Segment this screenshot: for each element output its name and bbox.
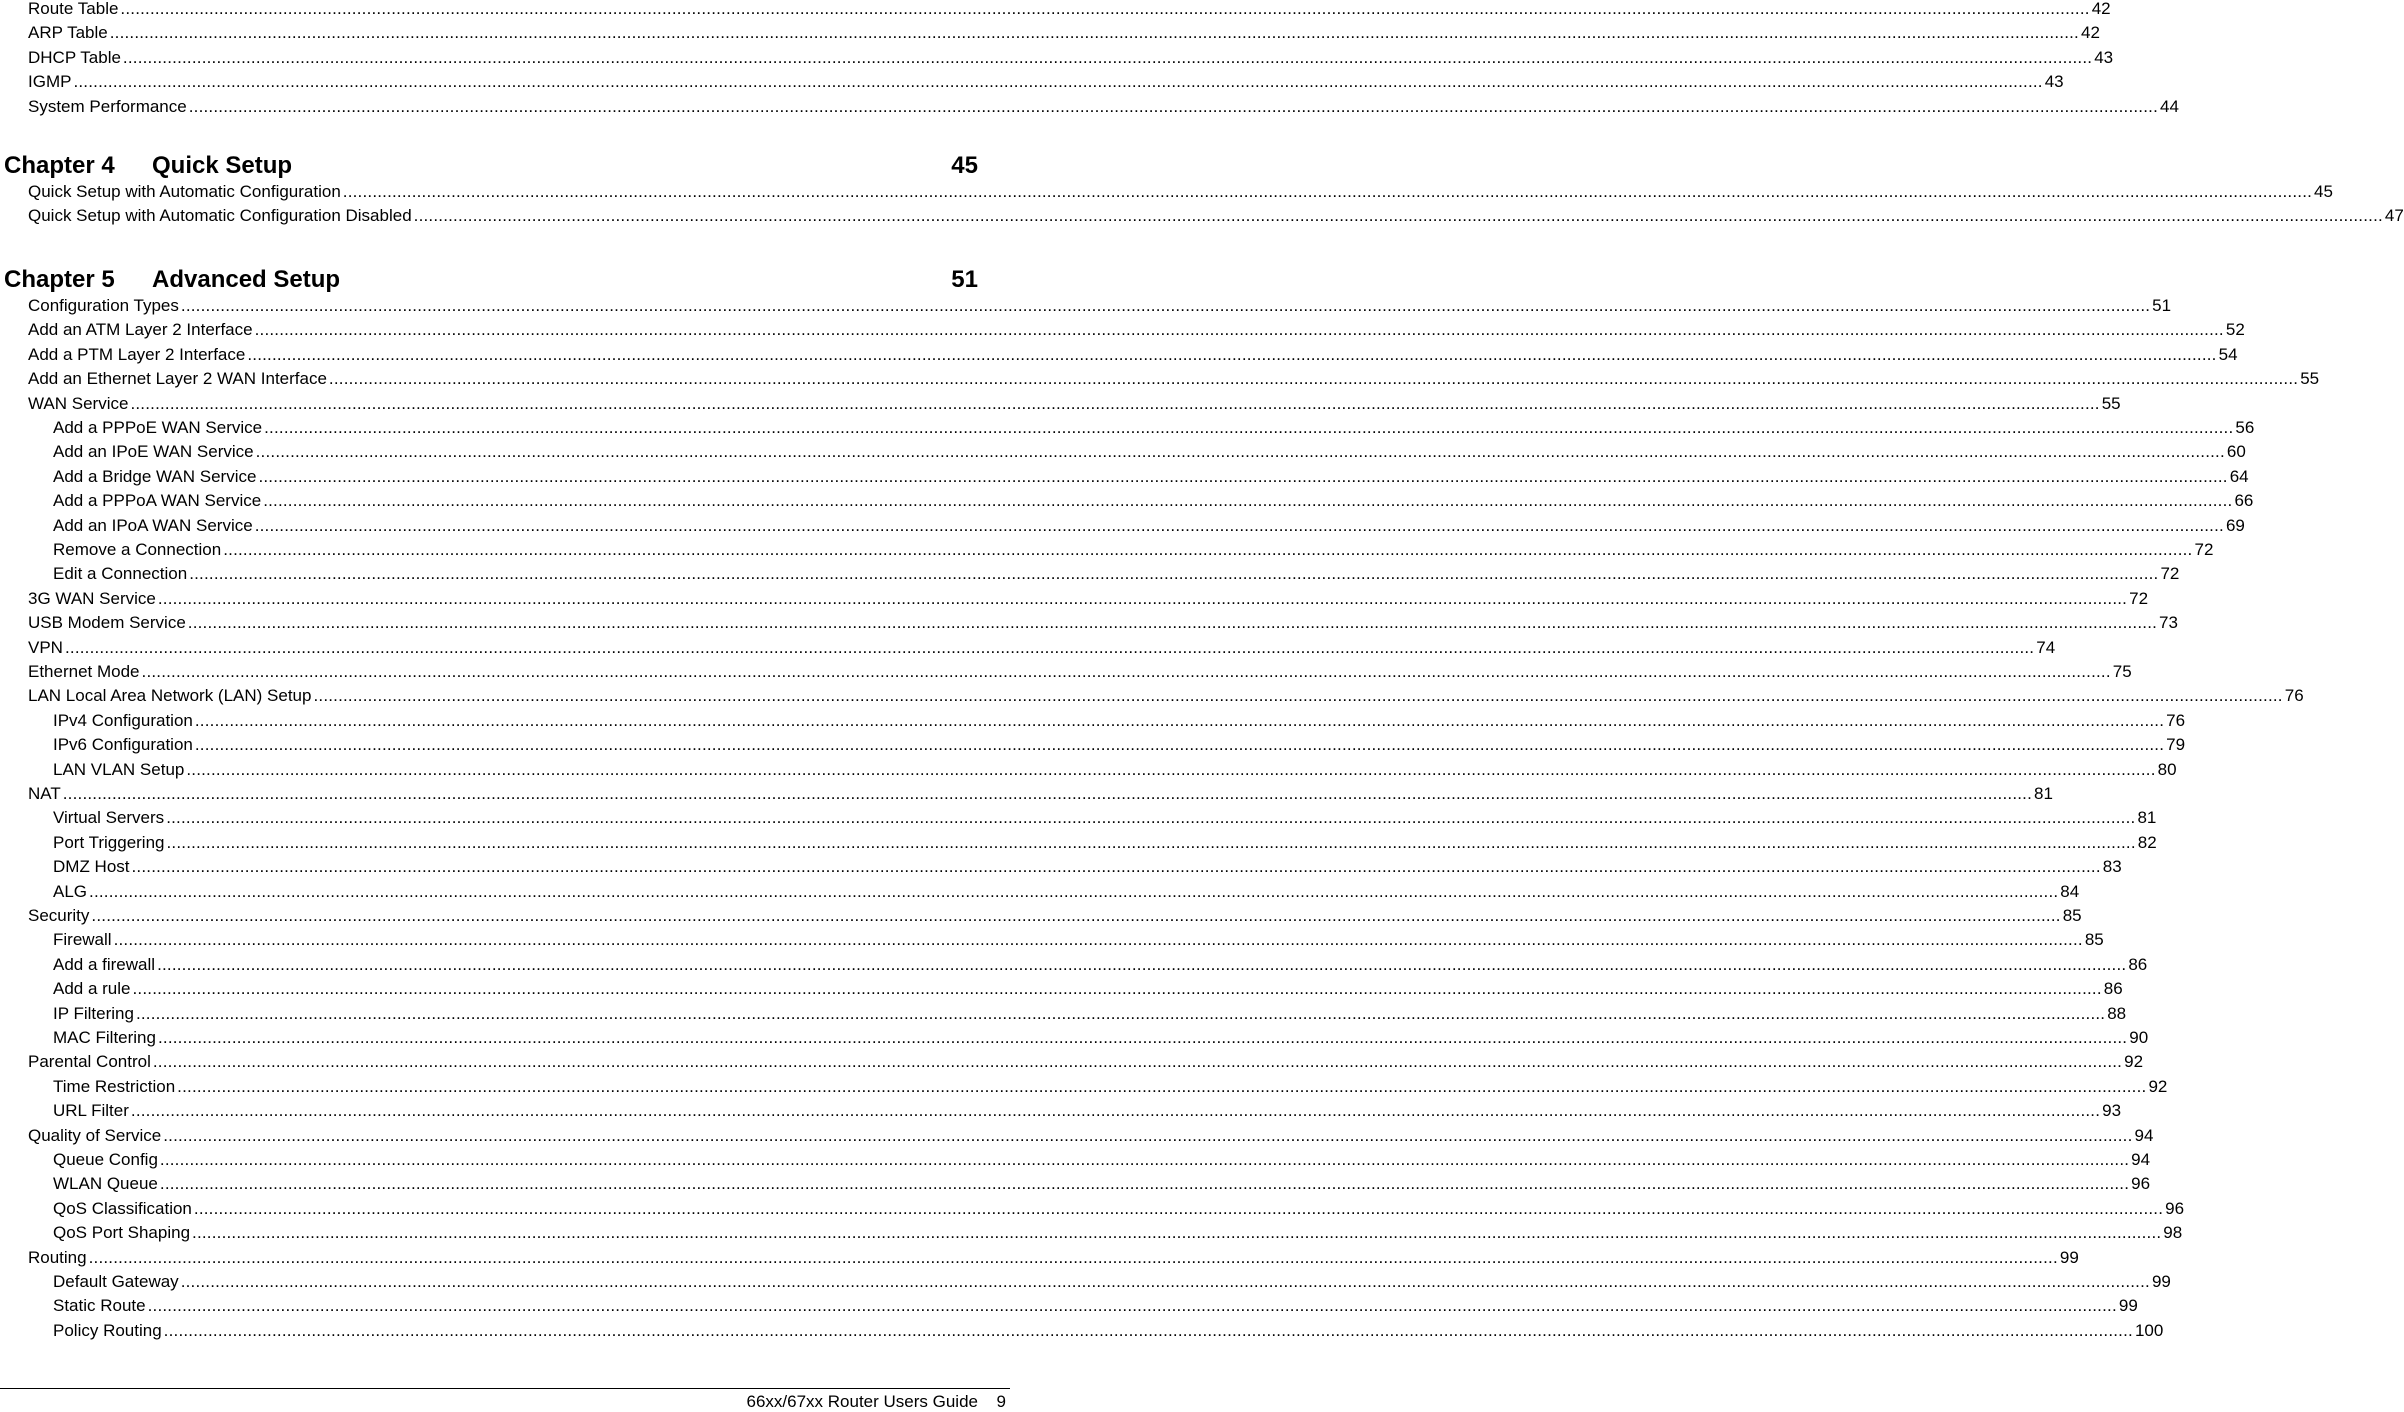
dot-leader: ................................................................................................................................................................................................................................................................................................................................................................................................................ [189,564,2159,583]
toc-entry-page: 69 [2225,516,2245,535]
toc-entry-page: 72 [2129,589,2149,608]
toc-entry[interactable] [28,1050,2144,1072]
toc-entry[interactable] [53,758,2177,780]
dot-leader: ................................................................................................................................................................................................................................................................................................................................................................................................................ [91,906,2061,925]
toc-entry[interactable] [28,636,2056,658]
toc-entry-title: Queue Config [53,1150,158,1169]
toc-entry-title: Security [28,906,90,925]
toc-entry-page: 94 [2134,1126,2154,1145]
toc-entry-page: 42 [2080,23,2100,43]
toc-entry-page: 100 [2134,1321,2164,1340]
toc-entry-page: 99 [2059,1248,2079,1267]
toc-entry-page: 47 [2384,206,2404,225]
toc-entry-page: 85 [2062,906,2082,925]
toc-entry-page: 98 [2163,1223,2183,1242]
toc-entry-title: IPv4 Configuration [53,711,193,730]
toc-entry[interactable] [28,0,2111,19]
toc-entry[interactable] [28,1246,2079,1268]
toc-entry-title: Quick Setup with Automatic Configuration [28,182,341,201]
toc-entry[interactable] [28,21,2100,43]
dot-leader: ................................................................................................................................................................................................................................................................................................................................................................................................................ [163,1126,2133,1145]
dot-leader: ................................................................................................................................................................................................................................................................................................................................................................................................................ [135,1004,2106,1023]
toc-entry-title: Add a PPPoE WAN Service [53,418,263,437]
dot-leader: ................................................................................................................................................................................................................................................................................................................................................................................................................ [147,1296,2117,1315]
dot-leader: ................................................................................................................................................................................................................................................................................................................................................................................................................ [120,0,2090,18]
toc-entry[interactable] [28,1124,2154,1146]
toc-entry-title: USB Modem Service [28,613,186,632]
chapter-heading[interactable] [4,150,978,180]
toc-entry-title: Quality of Service [28,1126,162,1145]
chapter-heading[interactable] [4,264,978,294]
toc-entry-title: Edit a Connection [53,564,188,583]
toc-entry[interactable] [53,855,2122,877]
dot-leader: ................................................................................................................................................................................................................................................................................................................................................................................................................ [89,882,2059,901]
chapter-page-number: 45 [951,152,978,179]
dot-leader: ................................................................................................................................................................................................................................................................................................................................................................................................................ [62,784,2033,803]
toc-entry-title: System Performance [28,96,187,116]
toc-entry-title: WAN Service [28,394,129,413]
toc-entry[interactable] [28,904,2082,926]
toc-entry-page: 55 [2300,369,2320,388]
chapter-title: Advanced Setup [152,266,341,293]
dot-leader: ................................................................................................................................................................................................................................................................................................................................................................................................................ [264,418,2234,437]
toc-entry-page: 43 [2094,47,2114,67]
toc-entry[interactable] [53,1026,2149,1048]
toc-entry[interactable] [53,489,2254,511]
toc-entry[interactable] [53,562,2180,584]
toc-entry-page: 72 [2194,540,2214,559]
dot-leader: ................................................................................................................................................................................................................................................................................................................................................................................................................ [254,516,2224,535]
toc-entry[interactable] [28,782,2053,804]
dot-leader: ................................................................................................................................................................................................................................................................................................................................................................................................................ [254,320,2224,339]
chapter-page-number: 51 [951,266,978,293]
toc-entry-title: Remove a Connection [53,540,222,559]
chapter-label: Chapter 4 [4,152,115,179]
toc-entry-page: 88 [2107,1004,2127,1023]
toc-entry-page: 84 [2060,882,2080,901]
toc-entry[interactable] [53,1319,2164,1341]
toc-entry-page: 90 [2129,1028,2149,1047]
toc-entry-page: 81 [2034,784,2053,803]
toc-entry-title: Static Route [53,1296,146,1315]
toc-entry-title: Time Restriction [53,1077,176,1096]
toc-entry-page: 94 [2131,1150,2151,1169]
toc-entry-page: 56 [2235,418,2255,437]
toc-entry-page: 99 [2151,1272,2171,1291]
toc-entry[interactable] [28,180,2333,202]
toc-entry[interactable] [28,343,2238,365]
dot-leader: ................................................................................................................................................................................................................................................................................................................................................................................................................ [113,930,2083,949]
dot-leader: ................................................................................................................................................................................................................................................................................................................................................................................................................ [130,1101,2101,1120]
toc-entry-page: 66 [2234,491,2254,510]
chapter-label: Chapter 5 [4,266,115,293]
toc-entry-title: Port Triggering [53,833,165,852]
dot-leader: ................................................................................................................................................................................................................................................................................................................................................................................................................ [342,182,2313,201]
toc-entry-page: 73 [2159,613,2178,632]
toc-entry-page: 86 [2128,955,2148,974]
toc-entry[interactable] [53,709,2186,731]
footer-title: 66xx/67xx Router Users Guide [746,1392,978,1411]
toc-entry-title: Virtual Servers [53,808,165,827]
toc-entry-page: 85 [2084,930,2104,949]
toc-entry-title: ALG [53,882,88,901]
toc-entry-title: Add a PTM Layer 2 Interface [28,345,246,364]
toc-entry[interactable] [53,880,2080,902]
toc-entry-page: 45 [2314,182,2333,201]
toc-entry-title: ARP Table [28,23,108,43]
dot-leader: ................................................................................................................................................................................................................................................................................................................................................................................................................ [313,686,2283,705]
dot-leader: ................................................................................................................................................................................................................................................................................................................................................................................................................ [263,491,2233,510]
toc-entry-page: 76 [2284,686,2304,705]
dot-leader: ................................................................................................................................................................................................................................................................................................................................................................................................................ [131,857,2101,876]
toc-entry-title: LAN VLAN Setup [53,760,185,779]
toc-entry-title: VPN [28,638,63,657]
toc-entry[interactable] [53,1294,2138,1316]
toc-entry[interactable] [53,1221,2183,1243]
toc-entry-page: 93 [2102,1101,2122,1120]
toc-entry[interactable] [28,587,2149,609]
toc-entry-title: Parental Control [28,1052,151,1071]
toc-entry-page: 54 [2218,345,2238,364]
toc-entry-page: 82 [2137,833,2157,852]
dot-leader: ................................................................................................................................................................................................................................................................................................................................................................................................................ [88,1248,2058,1267]
toc-entry-page: 76 [2166,711,2186,730]
dot-leader: ................................................................................................................................................................................................................................................................................................................................................................................................................ [186,760,2156,779]
toc-entry-page: 92 [2124,1052,2144,1071]
toc-entry-page: 52 [2225,320,2245,339]
toc-entry-title: Policy Routing [53,1321,162,1340]
toc-entry-title: DHCP Table [28,47,121,67]
dot-leader: ................................................................................................................................................................................................................................................................................................................................................................................................................ [122,47,2093,67]
toc-entry-title: Firewall [53,930,112,949]
dot-leader: ................................................................................................................................................................................................................................................................................................................................................................................................................ [166,833,2136,852]
toc-entry[interactable] [53,465,2249,487]
toc-entry-title: IGMP [28,72,72,92]
dot-leader: ................................................................................................................................................................................................................................................................................................................................................................................................................ [192,1223,2162,1242]
toc-entry-page: 60 [2226,442,2246,461]
toc-entry[interactable] [53,1002,2127,1024]
toc-entry[interactable] [28,660,2132,682]
dot-leader: ................................................................................................................................................................................................................................................................................................................................................................................................................ [132,979,2102,998]
toc-entry-page: 44 [2160,96,2179,116]
toc-entry-title: IP Filtering [53,1004,134,1023]
toc-entry-title: IPv6 Configuration [53,735,193,754]
toc-entry-page: 86 [2103,979,2123,998]
toc-entry-page: 75 [2112,662,2132,681]
toc-entry-title: QoS Port Shaping [53,1223,191,1242]
toc-entry-title: Add an IPoA WAN Service [53,516,253,535]
toc-entry-page: 79 [2166,735,2186,754]
dot-leader: ................................................................................................................................................................................................................................................................................................................................................................................................................ [258,467,2228,486]
toc-entry-title: Ethernet Mode [28,662,140,681]
dot-leader: ................................................................................................................................................................................................................................................................................................................................................................................................................ [180,296,2151,315]
chapter-title: Quick Setup [152,152,293,179]
dot-leader: ................................................................................................................................................................................................................................................................................................................................................................................................................ [194,711,2165,730]
toc-entry[interactable] [53,733,2186,755]
toc-entry[interactable] [53,514,2245,536]
toc-entry-page: 74 [2036,638,2056,657]
toc-entry[interactable] [53,538,2214,560]
toc-entry-title: WLAN Queue [53,1174,158,1193]
toc-entry-title: MAC Filtering [53,1028,156,1047]
toc-entry[interactable] [28,684,2304,706]
toc-entry-page: 92 [2148,1077,2168,1096]
toc-entry-page: 96 [2131,1174,2151,1193]
dot-leader: ................................................................................................................................................................................................................................................................................................................................................................................................................ [159,1150,2130,1169]
dot-leader: ................................................................................................................................................................................................................................................................................................................................................................................................................ [180,1272,2150,1291]
toc-entry-title: NAT [28,784,61,803]
toc-entry-title: Add an Ethernet Layer 2 WAN Interface [28,369,327,388]
toc-entry[interactable] [28,367,2320,389]
dot-leader: ................................................................................................................................................................................................................................................................................................................................................................................................................ [328,369,2299,388]
dot-leader: ................................................................................................................................................................................................................................................................................................................................................................................................................ [187,613,2158,632]
footer-rule [0,1388,1010,1389]
dot-leader: ................................................................................................................................................................................................................................................................................................................................................................................................................ [157,1028,2128,1047]
dot-leader: ................................................................................................................................................................................................................................................................................................................................................................................................................ [177,1077,2147,1096]
toc-entry-title: Route Table [28,0,119,18]
dot-leader: ................................................................................................................................................................................................................................................................................................................................................................................................................ [194,735,2165,754]
toc-entry[interactable] [53,416,2255,438]
toc-entry-title: LAN Local Area Network (LAN) Setup [28,686,312,705]
toc-entry[interactable] [53,977,2123,999]
toc-entry[interactable] [28,294,2172,316]
toc-entry[interactable] [53,1099,2122,1121]
toc-entry[interactable] [53,928,2104,950]
dot-leader: ................................................................................................................................................................................................................................................................................................................................................................................................................ [141,662,2111,681]
toc-entry[interactable] [28,204,2404,226]
toc-entry-title: Add a firewall [53,955,156,974]
toc-entry-title: Configuration Types [28,296,179,315]
toc-entry[interactable] [28,46,2114,68]
toc-entry-title: DMZ Host [53,857,130,876]
footer-page-number: 9 [996,1392,1006,1411]
toc-entry-title: QoS Classification [53,1199,192,1218]
toc-entry-page: 96 [2165,1199,2185,1218]
toc-entry-page: 55 [2101,394,2121,413]
toc-entry-page: 81 [2137,808,2157,827]
toc-entry[interactable] [28,611,2178,633]
toc-entry-page: 42 [2091,0,2111,18]
dot-leader: ................................................................................................................................................................................................................................................................................................................................................................................................................ [413,206,2383,225]
toc-entry[interactable] [53,806,2157,828]
toc-entry[interactable] [53,440,2246,462]
toc-entry-title: Add an IPoE WAN Service [53,442,254,461]
toc-entry-page: 51 [2152,296,2172,315]
toc-entry-page: 80 [2157,760,2177,779]
toc-entry[interactable] [53,1075,2168,1097]
dot-leader: ................................................................................................................................................................................................................................................................................................................................................................................................................ [247,345,2217,364]
dot-leader: ................................................................................................................................................................................................................................................................................................................................................................................................................ [223,540,2193,559]
toc-entry[interactable] [53,831,2157,853]
toc-entry-title: Routing [28,1248,87,1267]
toc-entry-title: Add a Bridge WAN Service [53,467,257,486]
dot-leader: ................................................................................................................................................................................................................................................................................................................................................................................................................ [157,589,2128,608]
dot-leader: ................................................................................................................................................................................................................................................................................................................................................................................................................ [159,1174,2130,1193]
toc-entry-title: 3G WAN Service [28,589,156,608]
toc-entry-page: 64 [2229,467,2249,486]
dot-leader: ................................................................................................................................................................................................................................................................................................................................................................................................................ [109,23,2079,43]
toc-entry[interactable] [53,1197,2185,1219]
dot-leader: ................................................................................................................................................................................................................................................................................................................................................................................................................ [193,1199,2164,1218]
toc-entry-title: Default Gateway [53,1272,179,1291]
toc-entry[interactable] [53,1270,2171,1292]
toc-entry-title: URL Filter [53,1101,129,1120]
toc-entry-page: 43 [2044,72,2064,92]
toc-entry-page: 83 [2102,857,2122,876]
dot-leader: ................................................................................................................................................................................................................................................................................................................................................................................................................ [255,442,2225,461]
dot-leader: ................................................................................................................................................................................................................................................................................................................................................................................................................ [73,72,2043,92]
dot-leader: ................................................................................................................................................................................................................................................................................................................................................................................................................ [152,1052,2123,1071]
toc-entry-page: 99 [2118,1296,2138,1315]
toc-entry[interactable] [28,392,2121,414]
dot-leader: ................................................................................................................................................................................................................................................................................................................................................................................................................ [188,96,2158,116]
toc-entry-title: Add an ATM Layer 2 Interface [28,320,253,339]
toc-entry[interactable] [53,1148,2151,1170]
dot-leader: ................................................................................................................................................................................................................................................................................................................................................................................................................ [157,955,2127,974]
toc-entry-page: 72 [2160,564,2180,583]
toc-entry[interactable] [28,70,2064,92]
dot-leader: ................................................................................................................................................................................................................................................................................................................................................................................................................ [166,808,2136,827]
toc-entry[interactable] [53,1172,2151,1194]
dot-leader: ................................................................................................................................................................................................................................................................................................................................................................................................................ [64,638,2035,657]
dot-leader: ................................................................................................................................................................................................................................................................................................................................................................................................................ [130,394,2100,413]
toc-entry[interactable] [53,953,2148,975]
toc-entry-title: Add a rule [53,979,131,998]
toc-entry[interactable] [28,95,2179,117]
dot-leader: ................................................................................................................................................................................................................................................................................................................................................................................................................ [163,1321,2133,1340]
toc-entry-title: Add a PPPoA WAN Service [53,491,262,510]
toc-entry-title: Quick Setup with Automatic Configuration Disabled [28,206,412,225]
toc-entry[interactable] [28,318,2245,340]
